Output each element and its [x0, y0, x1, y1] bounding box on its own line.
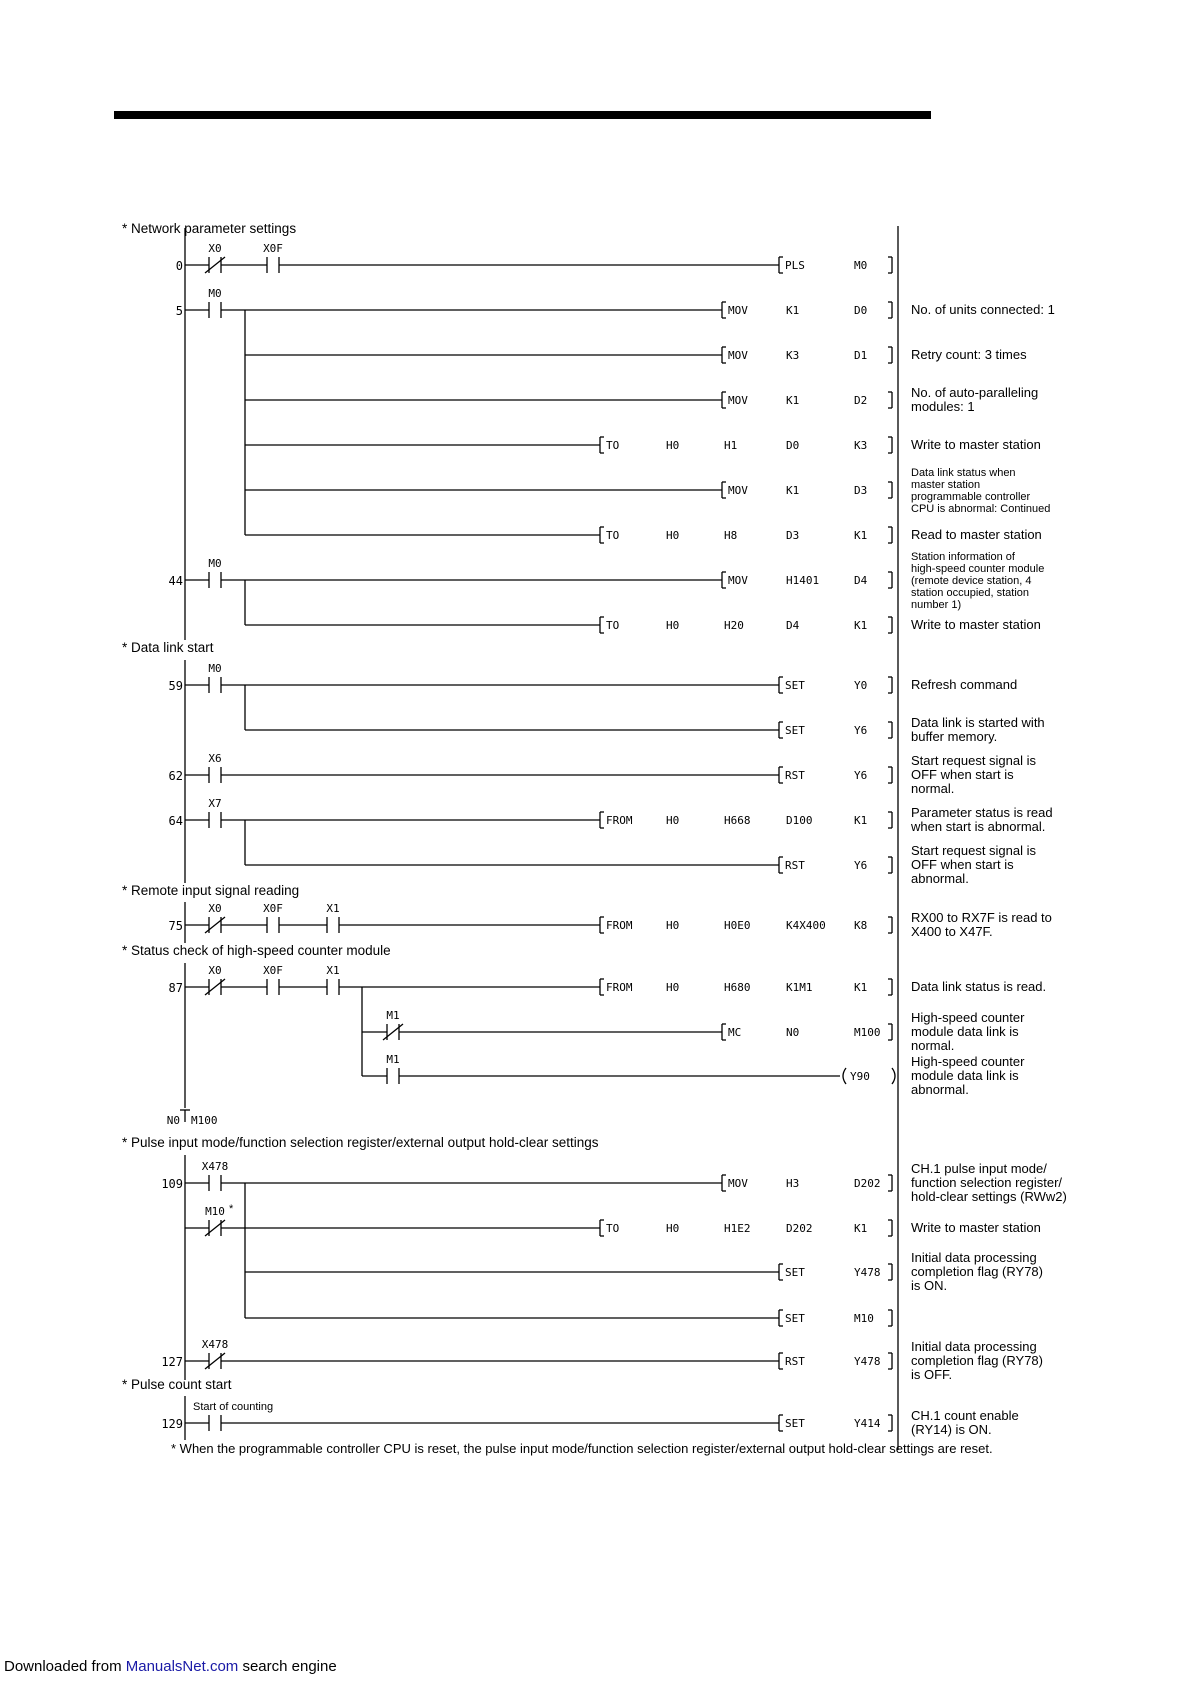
contact-label-c6: X6	[208, 752, 222, 765]
step-number: 0	[175, 259, 183, 273]
comment-i15	[911, 910, 1052, 939]
comment-line: Retry count: 3 times	[911, 347, 1027, 362]
contact-label-c14: M1	[386, 1009, 400, 1022]
instruction-operand-i20: D202	[786, 1222, 813, 1235]
comment-i6	[911, 467, 1050, 515]
comment-line: RX00 to RX7F is read to	[911, 910, 1052, 925]
comment-line: modules: 1	[911, 399, 975, 414]
instruction-operand-i23: RST	[785, 1355, 805, 1368]
instruction-operand-i20: H0	[666, 1222, 680, 1235]
comment-i4	[911, 385, 1038, 414]
contact-label-c2: X0F	[263, 242, 283, 255]
instruction-operand-i13: FROM	[606, 814, 633, 827]
comment-line: programmable controller	[911, 491, 1031, 503]
comment-line: abnormal.	[911, 1082, 969, 1097]
instruction-operand-i11: SET	[785, 724, 805, 737]
instruction-operand-i3: D1	[854, 349, 868, 362]
comment-i5	[911, 437, 1041, 452]
step-number: 64	[168, 814, 183, 828]
instruction-operand-i19: MOV	[728, 1177, 748, 1190]
comment-line: when start is abnormal.	[911, 819, 1046, 834]
comment-line: high-speed counter module	[911, 563, 1045, 575]
instruction-operand-i15: K8	[854, 919, 868, 932]
comment-line: X400 to X47F.	[911, 924, 993, 939]
contact-label-c17: M10	[205, 1205, 225, 1218]
comment-line: normal.	[911, 781, 955, 796]
section-heading-s6: * Pulse count start	[122, 1377, 232, 1392]
instruction-operand-i17: M100	[854, 1026, 881, 1039]
comment-i17	[911, 1010, 1025, 1053]
instruction-operand-i23: Y478	[854, 1355, 881, 1368]
comment-line: OFF when start is	[911, 767, 1014, 782]
instruction-operand-i5: H1	[724, 439, 738, 452]
instruction-operand-i5: K3	[854, 439, 868, 452]
instruction-operand-i14: Y6	[854, 859, 868, 872]
section-heading-s1: * Network parameter settings	[122, 221, 297, 236]
instruction-operand-i20: H1E2	[724, 1222, 751, 1235]
comment-i16	[911, 979, 1046, 994]
instruction-operand-i9: D4	[786, 619, 800, 632]
instruction-operand-i9: K1	[854, 619, 868, 632]
instruction-operand-i2: MOV	[728, 304, 748, 317]
comment-i24	[911, 1408, 1019, 1437]
comment-line: is ON.	[911, 1278, 948, 1293]
manualsnet-link[interactable]: ManualsNet.com	[125, 1658, 239, 1675]
instruction-operand-i8: D4	[854, 574, 868, 587]
comment-line: High-speed counter	[911, 1054, 1025, 1069]
instruction-operand-i1: PLS	[785, 259, 805, 272]
comment-i9	[911, 617, 1041, 632]
instruction-operand-i12: RST	[785, 769, 805, 782]
comment-line: Initial data processing	[911, 1339, 1037, 1354]
comment-line: number 1)	[911, 599, 962, 611]
step-number: 75	[168, 919, 183, 933]
comment-line: is OFF.	[911, 1367, 953, 1382]
comment-i14	[911, 843, 1037, 886]
contact-mark-c17: *	[229, 1203, 234, 1215]
comment-line: Start request signal is	[911, 843, 1037, 858]
comment-line: Data link status is read.	[911, 979, 1047, 994]
instruction-operand-i13: D100	[786, 814, 813, 827]
comment-line: module data link is	[911, 1068, 1019, 1083]
coil-i18	[892, 1068, 895, 1084]
comment-line: Start request signal is	[911, 753, 1037, 768]
comment-line: abnormal.	[911, 871, 969, 886]
comment-i2	[911, 302, 1055, 317]
section-heading-s5: * Pulse input mode/function selection register/external output hold-clear settings	[122, 1135, 599, 1150]
instruction-operand-i4: D2	[854, 394, 868, 407]
instruction-operand-i7: TO	[606, 529, 620, 542]
instruction-operand-i5: D0	[786, 439, 800, 452]
comment-line: module data link is	[911, 1024, 1019, 1039]
instruction-operand-i7: H8	[724, 529, 738, 542]
comment-i20	[911, 1220, 1041, 1235]
instruction-operand-i16: H680	[724, 981, 751, 994]
comment-line: Read to master station	[911, 527, 1042, 542]
contact-label-c16: X478	[201, 1160, 229, 1173]
contact-label-c1: X0	[208, 242, 222, 255]
instruction-operand-i12: Y6	[854, 769, 868, 782]
download-footer	[4, 1658, 337, 1675]
instruction-operand-i7: K1	[854, 529, 868, 542]
comment-i23	[911, 1339, 1043, 1382]
coil-i18	[843, 1068, 846, 1084]
instruction-operand-i19: H3	[786, 1177, 800, 1190]
instruction-operand-i7: H0	[666, 529, 680, 542]
step-number: 5	[175, 304, 183, 318]
contact-label-c3: M0	[208, 287, 222, 300]
contact-label-c5: M0	[208, 662, 222, 675]
comment-line: No. of units connected: 1	[911, 302, 1055, 317]
comment-line: Station information of	[911, 551, 1015, 563]
instruction-operand-i15: FROM	[606, 919, 633, 932]
instruction-operand-i5: H0	[666, 439, 680, 452]
comment-i21	[911, 1250, 1043, 1293]
comment-i19	[911, 1161, 1067, 1204]
contact-label-c8: X0	[208, 902, 222, 915]
comment-line: (remote device station, 4	[911, 575, 1032, 587]
step-number: 59	[168, 679, 183, 693]
comment-i13	[910, 805, 1053, 834]
instruction-operand-i10: Y0	[854, 679, 868, 692]
step-number: 129	[161, 1417, 183, 1431]
instruction-operand-i3: K3	[786, 349, 800, 362]
instruction-operand-i2: D0	[854, 304, 868, 317]
comment-line: No. of auto-paralleling	[911, 385, 1039, 400]
comment-line: master station	[911, 479, 981, 491]
comment-i12	[911, 753, 1037, 796]
coil-label-i18: Y90	[850, 1070, 870, 1083]
contact-label-c18: X478	[201, 1338, 229, 1351]
contact-label-c7: X7	[208, 797, 222, 810]
instruction-operand-i13: H0	[666, 814, 680, 827]
instruction-operand-i22: SET	[785, 1312, 805, 1325]
comment-line: hold-clear settings (RWw2)	[911, 1189, 1067, 1204]
comment-line: Data link is started with	[911, 715, 1045, 730]
instruction-operand-i10: SET	[785, 679, 805, 692]
comment-line: Write to master station	[911, 1220, 1041, 1235]
contact-label-c10: X1	[326, 902, 340, 915]
contact-label-c4: M0	[208, 557, 222, 570]
comment-i10	[911, 677, 1017, 692]
comment-line: function selection register/	[911, 1175, 1063, 1190]
instruction-operand-i24: SET	[785, 1417, 805, 1430]
contact-label-c19: Start of counting	[193, 1401, 274, 1413]
contact-label-c15: M1	[386, 1053, 400, 1066]
step-number: 109	[161, 1177, 183, 1191]
instruction-operand-i8: MOV	[728, 574, 748, 587]
instruction-operand-i7: D3	[786, 529, 800, 542]
section-heading-s4: * Status check of high-speed counter module	[122, 943, 391, 958]
instruction-operand-i15: H0E0	[724, 919, 751, 932]
comment-line: Refresh command	[911, 677, 1018, 692]
comment-line: CH.1 pulse input mode/	[911, 1161, 1047, 1176]
instruction-operand-i3: MOV	[728, 349, 748, 362]
master-control-m: M100	[191, 1114, 218, 1127]
comment-line: CH.1 count enable	[911, 1408, 1019, 1423]
comment-line: completion flag (RY78)	[911, 1353, 1043, 1368]
master-control-n: N0	[166, 1114, 180, 1127]
comment-line: Write to master station	[911, 437, 1041, 452]
instruction-operand-i17: MC	[728, 1026, 742, 1039]
comment-line: Data link status when	[911, 467, 1016, 479]
instruction-operand-i6: MOV	[728, 484, 748, 497]
instruction-operand-i9: H0	[666, 619, 680, 632]
instruction-operand-i15: H0	[666, 919, 680, 932]
footer-suffix: search engine	[238, 1658, 337, 1675]
comment-i11	[911, 715, 1045, 744]
comment-i18	[911, 1054, 1025, 1097]
instruction-operand-i21: SET	[785, 1266, 805, 1279]
instruction-operand-i1: M0	[854, 259, 868, 272]
instruction-operand-i19: D202	[854, 1177, 881, 1190]
comment-line: (RY14) is ON.	[911, 1422, 992, 1437]
contact-label-c11: X0	[208, 964, 222, 977]
comment-line: CPU is abnormal: Continued	[911, 503, 1051, 515]
instruction-operand-i6: D3	[854, 484, 868, 497]
comment-line: Parameter status is read	[911, 805, 1053, 820]
contact-label-c13: X1	[326, 964, 340, 977]
instruction-operand-i6: K1	[786, 484, 800, 497]
comment-line: Initial data processing	[911, 1250, 1037, 1265]
comment-i3	[911, 347, 1027, 362]
instruction-operand-i20: TO	[606, 1222, 620, 1235]
instruction-operand-i14: RST	[785, 859, 805, 872]
footnote: * When the programmable controller CPU is reset, the pulse input mode/function selection register/external output hold-clear settings are reset.	[171, 1441, 993, 1456]
comment-line: completion flag (RY78)	[911, 1264, 1043, 1279]
comment-line: normal.	[911, 1038, 955, 1053]
instruction-operand-i9: H20	[724, 619, 744, 632]
instruction-operand-i9: TO	[606, 619, 620, 632]
instruction-operand-i15: K4X400	[786, 919, 826, 932]
step-number: 44	[168, 574, 183, 588]
contact-label-c9: X0F	[263, 902, 283, 915]
comment-i7	[911, 527, 1042, 542]
instruction-operand-i17: N0	[786, 1026, 800, 1039]
instruction-operand-i8: H1401	[786, 574, 820, 587]
comment-line: station occupied, station	[911, 587, 1030, 599]
comment-line: buffer memory.	[911, 729, 998, 744]
instruction-operand-i13: H668	[724, 814, 751, 827]
comment-line: OFF when start is	[911, 857, 1014, 872]
comment-line: Write to master station	[911, 617, 1041, 632]
instruction-operand-i4: MOV	[728, 394, 748, 407]
instruction-operand-i16: K1	[854, 981, 868, 994]
section-heading-s2: * Data link start	[122, 640, 214, 655]
instruction-operand-i16: FROM	[606, 981, 633, 994]
instruction-operand-i22: M10	[854, 1312, 874, 1325]
instruction-operand-i4: K1	[786, 394, 800, 407]
footer-prefix: Downloaded from	[4, 1658, 126, 1675]
step-number: 62	[168, 769, 183, 783]
contact-label-c12: X0F	[263, 964, 283, 977]
step-number: 127	[161, 1355, 183, 1369]
instruction-operand-i20: K1	[854, 1222, 868, 1235]
section-heading-s3: * Remote input signal reading	[122, 883, 300, 898]
instruction-operand-i5: TO	[606, 439, 620, 452]
instruction-operand-i16: K1M1	[786, 981, 813, 994]
instruction-operand-i21: Y478	[854, 1266, 881, 1279]
step-number: 87	[168, 981, 183, 995]
instruction-operand-i11: Y6	[854, 724, 868, 737]
instruction-operand-i24: Y414	[854, 1417, 881, 1430]
comment-line: High-speed counter	[911, 1010, 1025, 1025]
comment-i8	[911, 551, 1044, 611]
instruction-operand-i16: H0	[666, 981, 680, 994]
instruction-operand-i13: K1	[854, 814, 868, 827]
instruction-operand-i2: K1	[786, 304, 800, 317]
